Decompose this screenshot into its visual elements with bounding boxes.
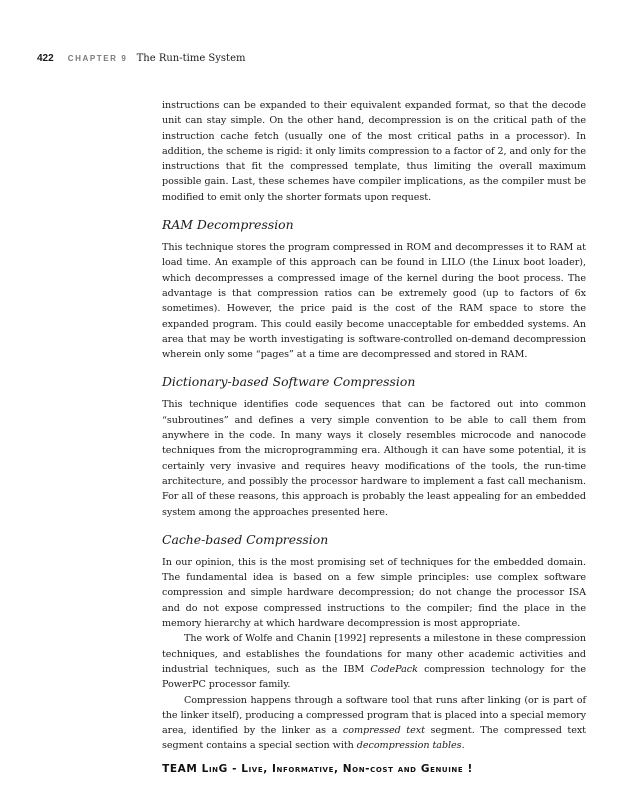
heading-dictionary-compression: Dictionary-based Software Compression (162, 374, 416, 390)
body-text (162, 98, 586, 754)
p3-text-before: Compression happens through a software tool that runs after linking (or is part of the linker itself), producing a compressed program that is placed into a special memory area, identified by the linker as a (162, 694, 586, 737)
p2-text-after: compression technology for the PowerPC processor family. (162, 663, 586, 691)
dictionary-compression-paragraph: This technique identifies code sequences that can be factored out into common “subroutines” and defines a very simple convention to be able to call them from anywhere in the code. In many ways it closely resembles microcode and nanocode techniques from the microprogramming era. Although it can have some potential, it is certainly very invasive and requires heavy modifications of the tools, the run-time architecture, and possibly the processor hardware to implement a fast call mechanism. For all of these reasons, this approach is probably the least appealing for an embedded system among the approaches presented here. (162, 399, 586, 518)
p3-text-mid: segment. The compressed text segment contains a special section with (162, 725, 586, 752)
decompression-tables-term: decompression tables (356, 740, 462, 752)
intro-paragraph: instructions can be expanded to their equivalent expanded format, so that the decode unit can stay simple. On the other hand, decompression is on the critical path of the instruction cache fetch (usually one of the most critical paths in a processor). In addition, the scheme is rigid: it only limits compression to a factor of 2, and only for the instructions that fit the compressed template, thus limiting the overall maximum possible gain. Last, these schemes have compiler implications, as the compiler must be modified to emit only the shorter formats upon request. (162, 100, 586, 203)
cache-compression-paragraph-3 (162, 693, 586, 754)
heading-ram-decompression: RAM Decompression (162, 217, 294, 233)
chapter-title: The Run-time System (136, 53, 246, 64)
page-number: 422 (37, 53, 54, 64)
cache-compression-paragraph-1: In our opinion, this is the most promising set of techniques for the embedded domain. The fundamental idea is based on a few simple principles: use complex software compression and simple hardware decompression; do not change the processor ISA and do not expose compressed instructions to the compiler; find the place in the memory hierarchy at which hardware decompression is most appropriate. (162, 556, 586, 630)
heading-cache-compression: Cache-based Compression (162, 531, 329, 547)
ram-decompression-paragraph: This technique stores the program compressed in ROM and decompresses it to RAM at load time. An example of this approach can be found in LILO (the Linux boot loader), which decompresses a compressed image of the kernel during the boot process. The advantage is that compression ratios can be extremely good (up to factors of 6x sometimes). However, the price paid is the cost of the RAM space to store the expanded program. This could easily become unacceptable for embedded systems. An area that may be worth investigating is software-controlled on-demand decompression wherein only some “pages” at a time are decompressed and stored in RAM. (162, 242, 586, 361)
compressed-text-term: compressed text (342, 725, 425, 737)
p2-text-before: The work of Wolfe and Chanin [1992] represents a milestone in these compression techniques, and establishes the foundations for many other academic activities and industrial techniques, such as the IBM (162, 633, 586, 675)
p3-text-after: . (461, 740, 465, 752)
cache-compression-paragraph-2 (162, 631, 586, 692)
running-head (37, 53, 597, 65)
chapter-label: CHAPTER 9 (67, 54, 128, 63)
footer-watermark: TEAM LinG - Live, Informative, Non-cost and Genuine ! (162, 763, 473, 775)
codepack-term: CodePack (370, 663, 418, 675)
